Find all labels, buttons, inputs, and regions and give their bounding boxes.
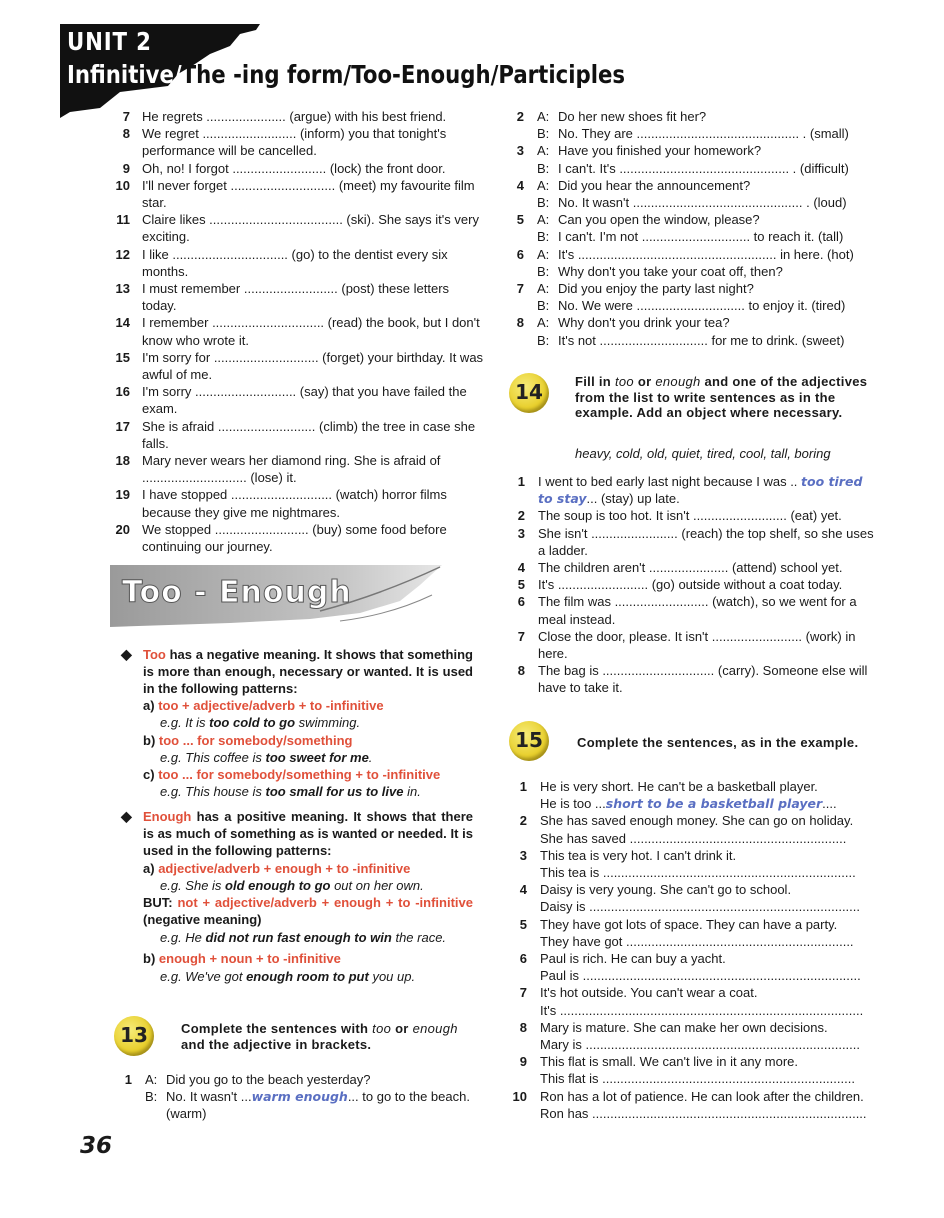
exercise-12-item <box>110 177 485 211</box>
item-text: I'll never forget ............................. (meet) my favourite film star. <box>142 177 475 211</box>
too-pattern: a) too + adjective/adverb + to -infinitive <box>143 698 384 713</box>
exercise-13-item: 4 A: Did you hear the announcement? B: No. It wasn't ............................................... . (loud) <box>516 177 847 211</box>
item-text: Claire likes ..................................... (ski). She says it's very exciting. <box>142 212 479 245</box>
item-number: 17 <box>115 418 130 434</box>
exercise-12-item <box>110 280 485 314</box>
exercise-14-item: 4 The children aren't ...................... (attend) school yet. <box>517 560 843 576</box>
exercise-13-item-1: 1 A: Did you go to the beach yesterday? B: No. It wasn't ...warm enough... to go to the beach. (warm) <box>124 1072 470 1122</box>
item-number: 15 <box>115 349 130 365</box>
exercise-13-instructions: Complete the sentences with too or enough and the adjective in brackets. <box>181 1021 458 1052</box>
diamond-bullet-icon: ◆ <box>121 646 132 662</box>
exercise-15-item: 10 Ron has a lot of patience. He can look after the children. Ron has ............................................................................ <box>512 1088 867 1121</box>
item-text: Mary never wears her diamond ring. She is afraid of ............................. (lose) it. <box>142 453 441 486</box>
too-intro: has a negative meaning. It shows that something is more than enough, necessary or wanted. It is used in the following patterns: <box>143 647 473 697</box>
item-number: 19 <box>115 487 130 503</box>
example-answer: short to be a basketball player <box>605 796 823 812</box>
exercise-13-items <box>510 108 880 349</box>
exercise-15-instructions: Complete the sentences, as in the example. <box>577 735 859 750</box>
exercise-15-item: 3 This tea is very hot. I can't drink it. This tea is ...................................................................... <box>519 847 856 881</box>
item-text: She is afraid ........................... (climb) the tree in case she falls. <box>142 418 476 451</box>
item-text: He regrets ...................... (argue) with his best friend. <box>142 109 447 124</box>
item-text: I like ................................ (go) to the dentist every six months. <box>142 246 448 279</box>
exercise-15-item: 7 It's hot outside. You can't wear a coat. It's .................................................................................... <box>519 985 864 1018</box>
exercise-12-item <box>110 160 485 177</box>
exercise-15-badge: 15 <box>509 721 549 761</box>
enough-pattern-a: a) adjective/adverb + enough + to -infinitive <box>143 861 411 876</box>
exercise-12-item <box>110 108 485 125</box>
exercise-14-items <box>510 473 880 697</box>
exercise-14-word-list: heavy, cold, old, quiet, tired, cool, tall, boring <box>575 446 831 461</box>
page-number: 36 <box>80 1133 113 1159</box>
exercise-12-item <box>110 246 485 280</box>
item-number: 14 <box>115 315 130 331</box>
exercise-13-item: 5 A: Can you open the window, please? B: I can't. I'm not .............................. to reach it. (tall) <box>516 212 844 245</box>
unit-label: UNIT 2 <box>67 27 152 56</box>
too-example: e.g. It is too cold to go swimming. <box>160 715 361 730</box>
exercise-13-badge: 13 <box>114 1016 154 1056</box>
left-exercise-list <box>110 108 485 555</box>
exercise-12-item <box>110 383 485 417</box>
item-text: I'm sorry for ............................. (forget) your birthday. It was awful of me. <box>142 349 484 383</box>
exercise-14-item-1: 1 I went to bed early last night because I was .. too tired to stay... (stay) up late. <box>517 474 863 507</box>
too-keyword: Too <box>143 647 166 662</box>
item-number: 11 <box>116 212 130 228</box>
enough-but-example: e.g. He did not run fast enough to win the race. <box>160 930 447 945</box>
too-rule <box>121 646 473 698</box>
item-text: We stopped .......................... (buy) some food before continuing our journey. <box>142 521 447 555</box>
exercise-13-item: 8 A: Why don't you drink your tea? B: It's not .............................. for me to drink. (sweet) <box>516 315 845 348</box>
exercise-15-item: 6 Paul is rich. He can buy a yacht. Paul is ............................................................................. <box>519 951 861 984</box>
exercise-13-item: 3 A: Have you finished your homework? B: I can't. It's ............................................... . (difficult) <box>516 143 849 176</box>
exercise-12-item <box>110 349 485 383</box>
item-number: 18 <box>115 453 130 469</box>
exercise-12-item <box>110 486 485 520</box>
item-text: I'm sorry ............................ (say) that you have failed the exam. <box>142 384 467 417</box>
exercise-13-item: 2 A: Do her new shoes fit her? B: No. They are ............................................. . (small) <box>516 109 849 142</box>
exercise-12-item <box>110 521 485 555</box>
exercise-12-item <box>110 314 485 348</box>
item-text: We regret .......................... (inform) you that tonight's performance will be cancelled. <box>142 126 447 159</box>
page-title: Infinitive/The -ing form/Too-Enough/Participles <box>67 60 626 89</box>
exercise-12-item <box>110 452 485 486</box>
exercise-15-items <box>510 778 885 1122</box>
exercise-15-item: 4 Daisy is very young. She can't go to school. Daisy is ........................................................................... <box>519 882 861 915</box>
enough-example-b: e.g. We've got enough room to put you up. <box>160 969 416 984</box>
exercise-14-item: 2 The soup is too hot. It isn't .......................... (eat) yet. <box>517 508 842 524</box>
exercise-14-item: 6 The film was .......................... (watch), so we went for a meal instead. <box>517 594 857 627</box>
exercise-13-item: 7 A: Did you enjoy the party last night? B: No. We were .............................. to enjoy it. (tired) <box>516 281 846 314</box>
item-number: 8 <box>122 126 130 142</box>
exercise-14-item: 8 The bag is ............................... (carry). Someone else will have to take it. <box>517 663 868 696</box>
enough-rule <box>121 808 473 860</box>
enough-example-a: e.g. She is old enough to go out on her own. <box>160 878 424 893</box>
enough-but-pattern: BUT: not + adjective/adverb + enough + to -infinitive (negative meaning) <box>143 895 473 928</box>
too-pattern: b) too ... for somebody/something <box>143 733 353 748</box>
exercise-15-item: 2 She has saved enough money. She can go on holiday. She has saved ............................................................ <box>519 813 854 846</box>
diamond-bullet-icon: ◆ <box>121 808 132 824</box>
item-number: 20 <box>115 521 130 537</box>
item-number: 16 <box>115 384 130 400</box>
too-pattern: c) too ... for somebody/something + to -infinitive <box>143 767 441 782</box>
item-text: I must remember .......................... (post) these letters today. <box>142 281 450 314</box>
exercise-14-item: 3 She isn't ........................ (reach) the top shelf, so she uses a ladder. <box>517 525 874 558</box>
item-number: 9 <box>122 160 130 176</box>
example-answer: too tired to stay <box>538 474 863 507</box>
right-column <box>510 108 880 349</box>
item-text: I have stopped ............................ (watch) horror films because they give me nightmares. <box>142 487 447 520</box>
exercise-15-item: 8 Mary is mature. She can make her own decisions. Mary is ............................................................................ <box>519 1019 860 1053</box>
item-text: Oh, no! I forgot .......................... (lock) the front door. <box>142 160 446 176</box>
exercise-14-badge: 14 <box>509 373 549 413</box>
item-number: 13 <box>115 281 130 297</box>
exercise-15-item: 9 This flat is small. We can't live in it any more. This flat is ...................................................................... <box>519 1054 855 1087</box>
enough-pattern-b: b) enough + noun + to -infinitive <box>143 951 341 966</box>
too-example: e.g. This house is too small for us to live in. <box>160 784 421 799</box>
example-answer: warm enough <box>251 1089 348 1105</box>
item-number: 10 <box>115 177 130 193</box>
exercise-14-instructions: Fill in too or enough and one of the adjectives from the list to write sentences as in the example. Add an object where necessary. <box>575 374 868 420</box>
banner-title: Too - Enough <box>122 575 352 610</box>
item-number: 7 <box>122 109 130 124</box>
exercise-12-item <box>110 125 485 159</box>
enough-intro: has a positive meaning. It shows that there is as much of something as is wanted or needed. It is used in the following patterns: <box>143 809 473 859</box>
exercise-15-item: 5 They have got lots of space. They can have a party. They have got ............................................................... <box>519 916 854 949</box>
enough-keyword: Enough <box>143 809 192 824</box>
item-text: I remember ............................... (read) the book, but I don't know who wrote it. <box>142 315 480 348</box>
exercise-15-item-1: 1 He is very short. He can't be a basketball player. He is too ...short to be a basketball player.... <box>519 779 837 812</box>
item-number: 12 <box>115 246 130 262</box>
exercise-12-item <box>110 211 485 245</box>
exercise-12-item <box>110 418 485 452</box>
exercise-14-item: 7 Close the door, please. It isn't ......................... (work) in here. <box>517 628 856 662</box>
too-example: e.g. This coffee is too sweet for me. <box>160 750 373 765</box>
exercise-13-item: 6 A: It's ....................................................... in here. (hot) B: Why don't you take your coat off, then? <box>516 246 854 279</box>
exercise-14-item: 5 It's ......................... (go) outside without a coat today. <box>517 577 843 593</box>
